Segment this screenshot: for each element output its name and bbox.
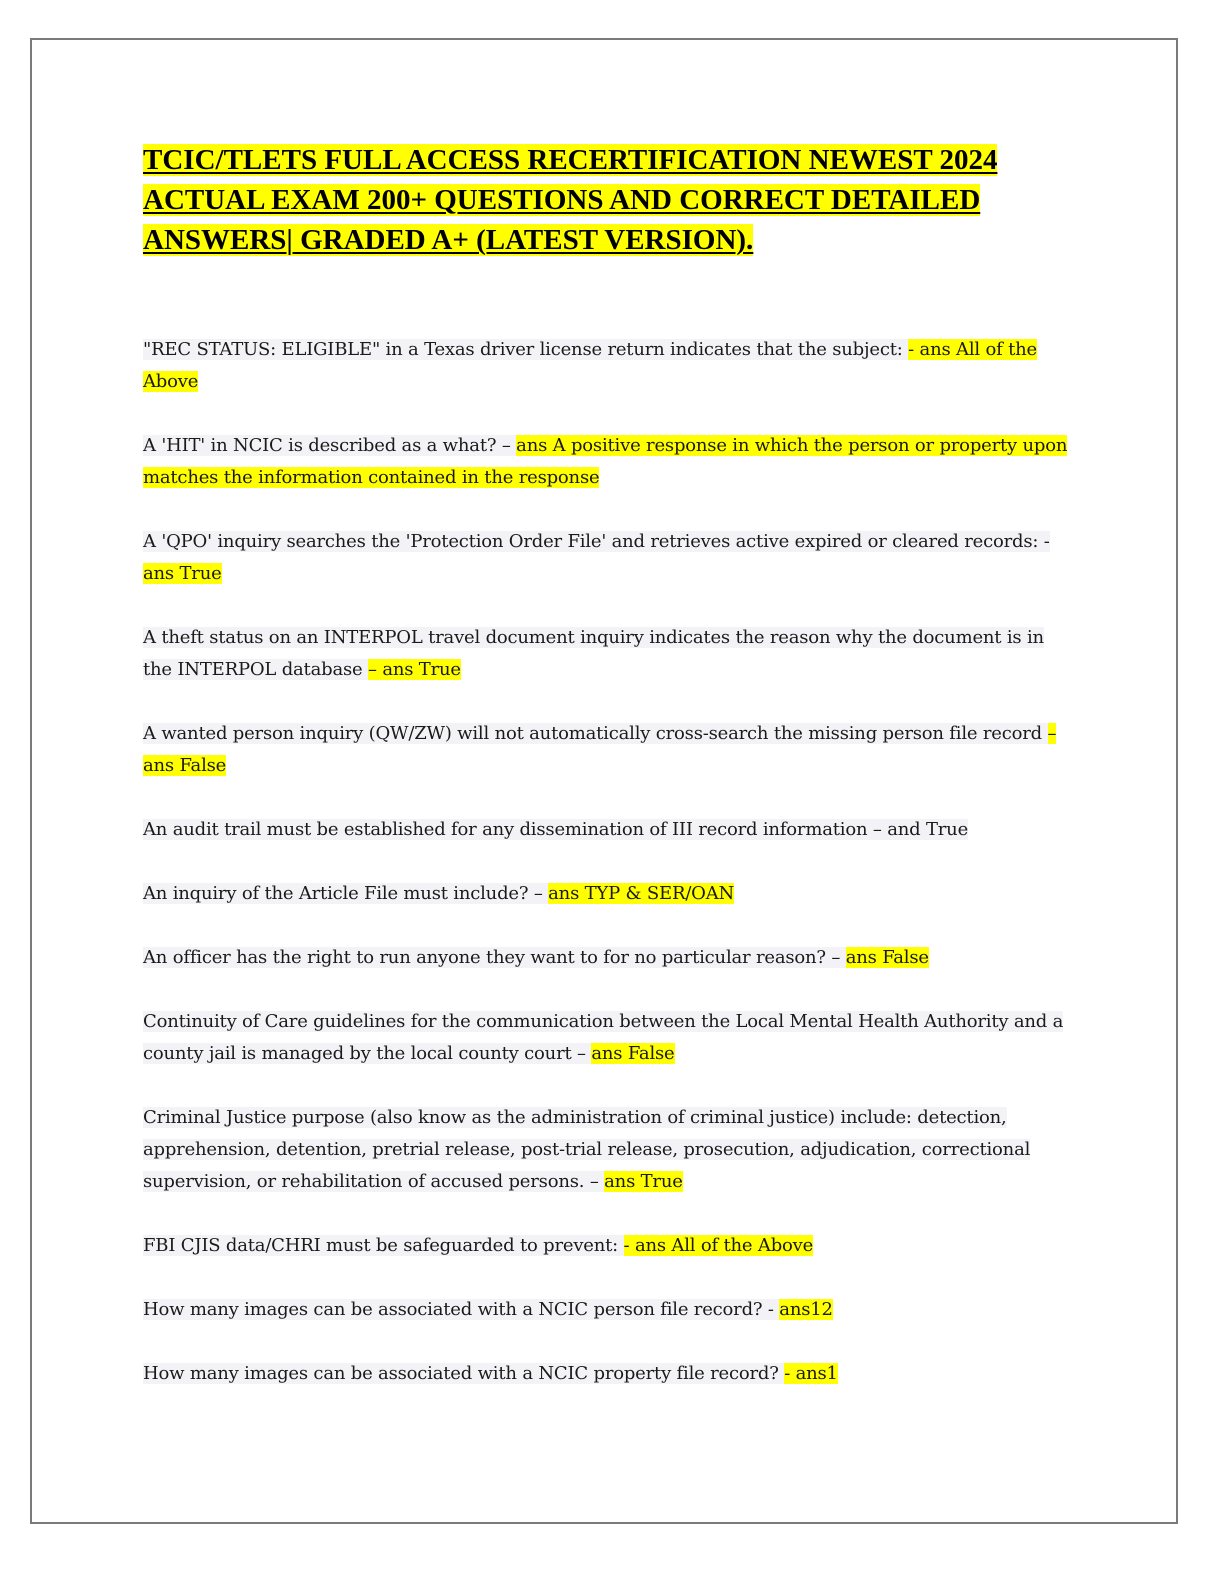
qa-item (143, 334, 1078, 398)
question-text: A 'QPO' inquiry searches the 'Protection Order File' and retrieves active expired or cleared records: - (143, 531, 1050, 552)
document-content (143, 140, 1078, 1422)
answer-text: ans A positive response in which the person or property upon matches the information contained in the response (143, 435, 1068, 488)
qa-item (143, 718, 1078, 782)
qa-item (143, 942, 1078, 974)
qa-item (143, 1294, 1078, 1326)
question-text: Continuity of Care guidelines for the communication between the Local Mental Health Authority and a county jail is managed by the local county court – (143, 1011, 1064, 1064)
question-text: An audit trail must be established for any dissemination of III record information – and True (143, 819, 969, 840)
answer-text: ans12 (779, 1299, 833, 1320)
answer-text: ans True (604, 1171, 683, 1192)
question-text: "REC STATUS: ELIGIBLE" in a Texas driver license return indicates that the subject: (143, 339, 909, 360)
qa-item (143, 526, 1078, 590)
question-text: A wanted person inquiry (QW/ZW) will not automatically cross-search the missing person file record (143, 723, 1048, 744)
qa-item (143, 1102, 1078, 1198)
answer-text: – ans False (143, 723, 1057, 776)
qa-item (143, 878, 1078, 910)
document-title (143, 140, 1078, 260)
question-text: FBI CJIS data/CHRI must be safeguarded to prevent: (143, 1235, 624, 1256)
qa-item (143, 1230, 1078, 1262)
question-text: An officer has the right to run anyone they want to for no particular reason? – (143, 947, 846, 968)
answer-text: - ans All of the Above (143, 339, 1037, 392)
answer-text: ans False (591, 1043, 675, 1064)
question-text: An inquiry of the Article File must include? – (143, 883, 549, 904)
answer-text: – ans True (368, 659, 461, 680)
document-title-text: TCIC/TLETS FULL ACCESS RECERTIFICATION NEWEST 2024 ACTUAL EXAM 200+ QUESTIONS AND CORRECT DETAILED ANSWERS| GRADED A+ (LATEST VERSION). (143, 144, 998, 256)
answer-text: - ans1 (784, 1363, 838, 1384)
qa-item (143, 1006, 1078, 1070)
question-text: A 'HIT' in NCIC is described as a what? – (143, 435, 517, 456)
question-text: Criminal Justice purpose (also know as the administration of criminal justice) include: detection, apprehension, detention, pretrial release, post-trial release, prosecution, adjudication, correctional supervision, or rehabilitation of accused persons. – (143, 1107, 1031, 1192)
answer-text: - ans All of the Above (623, 1235, 814, 1256)
qa-item (143, 622, 1078, 686)
question-text: A theft status on an INTERPOL travel document inquiry indicates the reason why the document is in the INTERPOL database (143, 627, 1044, 680)
question-text: How many images can be associated with a NCIC person file record? - (143, 1299, 780, 1320)
answer-text: ans True (143, 563, 222, 584)
answer-text: ans False (845, 947, 929, 968)
qa-list (143, 334, 1078, 1390)
answer-text: ans TYP & SER/OAN (548, 883, 735, 904)
qa-item (143, 814, 1078, 846)
qa-item (143, 430, 1078, 494)
qa-item (143, 1358, 1078, 1390)
question-text: How many images can be associated with a NCIC property file record? (143, 1363, 785, 1384)
